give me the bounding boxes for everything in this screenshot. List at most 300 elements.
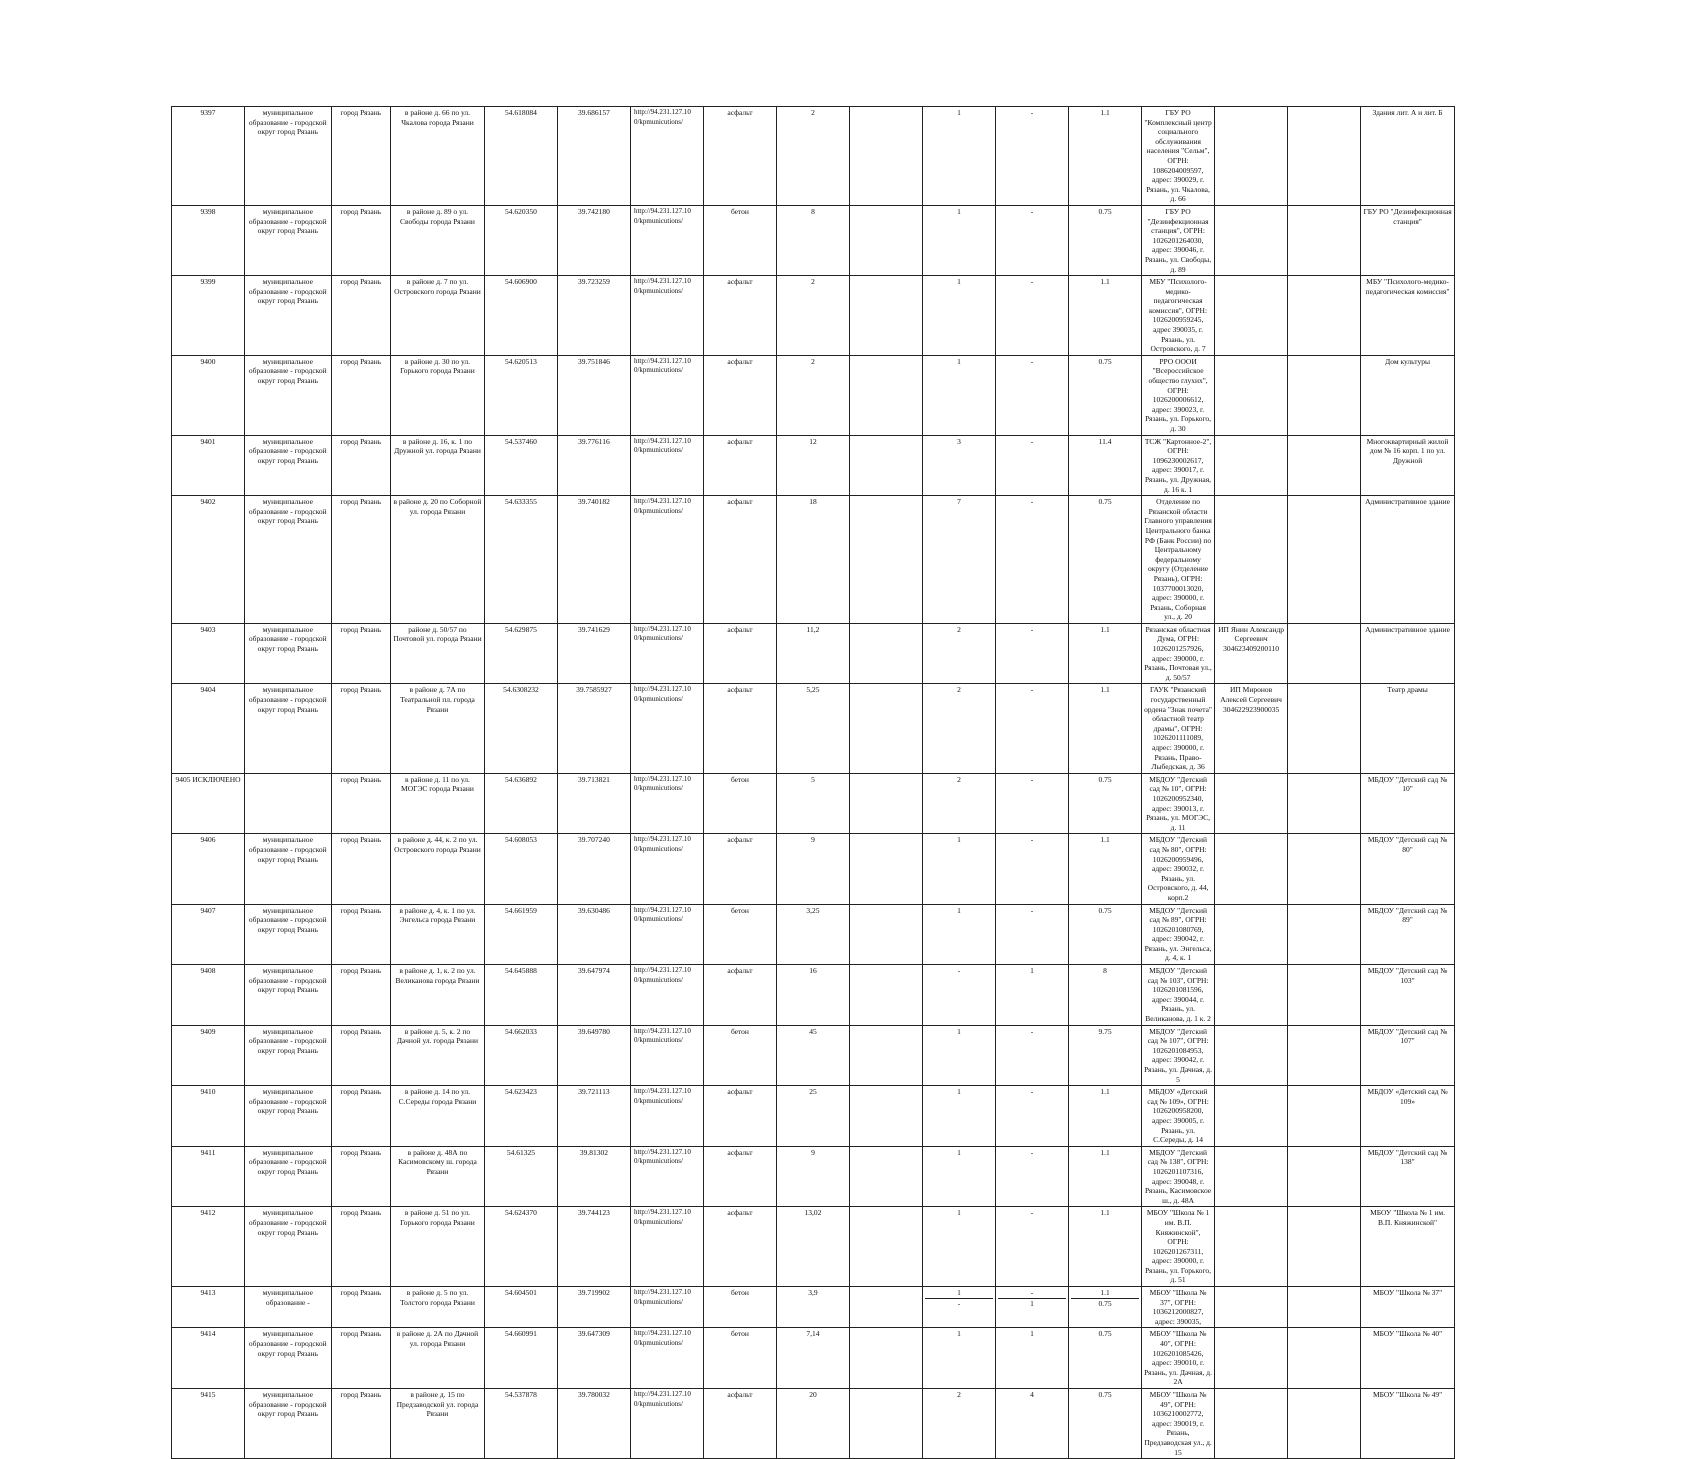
address-cell: в районе д. 89 о ул. Свободы города Рязани: [391, 205, 485, 275]
bunker-count-cell: 1: [996, 965, 1069, 1026]
waste-source-cell: МБОУ "Школа № 1 им. В.П. Княжинской": [1361, 1207, 1455, 1287]
row-number-cell: 9404: [172, 684, 245, 773]
entrepreneur-cell: [1215, 107, 1288, 206]
address-cell: в районе д. 14 по ул. С.Середы города Рязани: [391, 1086, 485, 1147]
waste-source-cell: Административное здание: [1361, 496, 1455, 624]
empty-cell: [849, 496, 922, 624]
container-count-cell: 1: [923, 1207, 996, 1287]
url-cell: http://94.231.127.10 0/kpmunicutions/: [630, 435, 703, 496]
municipality-cell: муниципальное образование - городской округ город Рязань: [245, 834, 332, 904]
empty-cell: [849, 1146, 922, 1207]
area-cell: 9: [776, 834, 849, 904]
surface-cell: асфальт: [703, 834, 776, 904]
entrepreneur-cell: [1215, 1207, 1288, 1287]
bunker-count-cell: -: [996, 276, 1069, 356]
table-row: [172, 1287, 1455, 1328]
latitude-cell: 54.661959: [484, 904, 557, 965]
surface-cell: асфальт: [703, 276, 776, 356]
address-cell: в районе д. 7А по Театральной пл. города Рязани: [391, 684, 485, 773]
surface-cell: бетон: [703, 773, 776, 834]
waste-source-cell: МБДОУ «Детский сад № 109»: [1361, 1086, 1455, 1147]
owner-cell: МБДОУ "Детский сад № 80", ОГРН: 1026200959496, адрес: 390032, г. Рязань, ул. Островского, д. 44, корп.2: [1142, 834, 1215, 904]
volume-cell-upper: 1.1: [1071, 1288, 1139, 1299]
municipality-cell: муниципальное образование - городской округ город Рязань: [245, 1025, 332, 1086]
surface-cell: асфальт: [703, 623, 776, 684]
surface-cell: асфальт: [703, 107, 776, 206]
longitude-cell: 39.780032: [557, 1389, 630, 1459]
owner-cell: МБДОУ "Детский сад № 107", ОГРН: 1026201084953, адрес: 390042, г. Рязань, ул. Дачная, д. 5: [1142, 1025, 1215, 1086]
container-count-cell: [923, 1287, 996, 1328]
url-cell: http://94.231.127.10 0/kpmunicutions/: [630, 965, 703, 1026]
waste-source-cell: Многоквартирный жилой дом № 16 корп. 1 по ул. Дружной: [1361, 435, 1455, 496]
bunker-count-cell: -: [996, 496, 1069, 624]
bunker-count-cell: -: [996, 205, 1069, 275]
longitude-cell: 39.7585927: [557, 684, 630, 773]
latitude-cell: 54.537878: [484, 1389, 557, 1459]
row-number-cell: 9402: [172, 496, 245, 624]
container-count-cell: 2: [923, 773, 996, 834]
city-cell: город Рязань: [331, 1146, 390, 1207]
latitude-cell: 54.604501: [484, 1287, 557, 1328]
owner-cell: МБОУ "Школа № 37", ОГРН: 1036212000827, адрес: 390035,: [1142, 1287, 1215, 1328]
container-count-cell: 2: [923, 684, 996, 773]
owner-cell: МБОУ "Школа № 1 им. В.П. Княжинской", ОГРН: 1026201267311, адрес: 390000, г. Рязань, ул. Горького, д. 51: [1142, 1207, 1215, 1287]
owner-cell: МБУ "Психолого-медико-педагогическая комиссия", ОГРН: 1026200959245, адрес 390035, г. Рязань, ул. Островского, д. 7: [1142, 276, 1215, 356]
area-cell: 20: [776, 1389, 849, 1459]
entrepreneur-cell: ИП Миронов Алексей Сергеевич 304622923900035: [1215, 684, 1288, 773]
table-row: [172, 684, 1455, 773]
empty-cell: [1288, 834, 1361, 904]
surface-cell: бетон: [703, 1287, 776, 1328]
address-cell: в районе д. 66 по ул. Чкалова города Рязани: [391, 107, 485, 206]
bunker-count-cell-lower: 1: [1030, 1298, 1034, 1308]
empty-cell: [849, 1086, 922, 1147]
municipality-cell: муниципальное образование - городской округ город Рязань: [245, 435, 332, 496]
area-cell: 2: [776, 276, 849, 356]
table-row: [172, 904, 1455, 965]
area-cell: 25: [776, 1086, 849, 1147]
longitude-cell: 39.741629: [557, 623, 630, 684]
longitude-cell: 39.723259: [557, 276, 630, 356]
longitude-cell: 39.707240: [557, 834, 630, 904]
container-count-cell-lower: -: [957, 1298, 961, 1308]
area-cell: 2: [776, 107, 849, 206]
area-cell: 16: [776, 965, 849, 1026]
container-count-cell: 1: [923, 1025, 996, 1086]
area-cell: 8: [776, 205, 849, 275]
row-number-cell: 9397: [172, 107, 245, 206]
empty-cell: [1288, 623, 1361, 684]
bunker-count-cell: 4: [996, 1389, 1069, 1459]
row-number-cell: 9399: [172, 276, 245, 356]
entrepreneur-cell: [1215, 205, 1288, 275]
waste-source-cell: Дом культуры: [1361, 355, 1455, 435]
municipality-cell: муниципальное образование - городской округ город Рязань: [245, 276, 332, 356]
volume-cell: 1.1: [1069, 834, 1142, 904]
table-row: [172, 773, 1455, 834]
empty-cell: [849, 1207, 922, 1287]
empty-cell: [1288, 1287, 1361, 1328]
empty-cell: [849, 1389, 922, 1459]
waste-source-cell: МБОУ "Школа № 40": [1361, 1328, 1455, 1389]
owner-cell: МБДОУ "Детский сад № 10", ОГРН: 1026200952340, адрес: 390013, г. Рязань, ул. МОГЭС, д. 11: [1142, 773, 1215, 834]
empty-cell: [1288, 965, 1361, 1026]
address-cell: в районе д. 4, к. 1 по ул. Энгельса города Рязани: [391, 904, 485, 965]
url-cell: http://94.231.127.10 0/kpmunicutions/: [630, 834, 703, 904]
empty-cell: [1288, 904, 1361, 965]
address-cell: в районе д. 51 по ул. Горького города Рязани: [391, 1207, 485, 1287]
latitude-cell: 54.624370: [484, 1207, 557, 1287]
container-count-cell: 1: [923, 107, 996, 206]
waste-source-cell: МБДОУ "Детский сад № 10": [1361, 773, 1455, 834]
address-cell: в районе д. 1, к. 2 по ул. Великанова города Рязани: [391, 965, 485, 1026]
url-cell: http://94.231.127.10 0/kpmunicutions/: [630, 1025, 703, 1086]
municipality-cell: муниципальное образование -: [245, 1287, 332, 1328]
area-cell: 11,2: [776, 623, 849, 684]
empty-cell: [849, 623, 922, 684]
longitude-cell: 39.719902: [557, 1287, 630, 1328]
volume-cell: 0.75: [1069, 496, 1142, 624]
municipality-cell: муниципальное образование - городской округ город Рязань: [245, 623, 332, 684]
table-row: [172, 834, 1455, 904]
municipality-cell: муниципальное образование - городской округ город Рязань: [245, 355, 332, 435]
city-cell: город Рязань: [331, 496, 390, 624]
url-cell: http://94.231.127.10 0/kpmunicutions/: [630, 355, 703, 435]
latitude-cell: 54.620513: [484, 355, 557, 435]
city-cell: город Рязань: [331, 623, 390, 684]
url-cell: http://94.231.127.10 0/kpmunicutions/: [630, 904, 703, 965]
container-count-cell: 1: [923, 1146, 996, 1207]
url-cell: http://94.231.127.10 0/kpmunicutions/: [630, 1328, 703, 1389]
area-cell: 18: [776, 496, 849, 624]
area-cell: 3,9: [776, 1287, 849, 1328]
longitude-cell: 39.647309: [557, 1328, 630, 1389]
waste-source-cell: Административное здание: [1361, 623, 1455, 684]
municipality-cell: муниципальное образование - городской округ город Рязань: [245, 496, 332, 624]
volume-cell: 8: [1069, 965, 1142, 1026]
city-cell: город Рязань: [331, 1287, 390, 1328]
container-count-cell: 1: [923, 205, 996, 275]
city-cell: город Рязань: [331, 1025, 390, 1086]
entrepreneur-cell: [1215, 496, 1288, 624]
owner-cell: РРО ОООИ "Всероссийское общество глухих", ОГРН: 1026200006612, адрес: 390023, г. Рязань, ул. Горького, д. 30: [1142, 355, 1215, 435]
url-cell: http://94.231.127.10 0/kpmunicutions/: [630, 1086, 703, 1147]
container-count-cell: 3: [923, 435, 996, 496]
latitude-cell: 54.618084: [484, 107, 557, 206]
url-cell: http://94.231.127.10 0/kpmunicutions/: [630, 773, 703, 834]
row-number-cell: 9400: [172, 355, 245, 435]
empty-cell: [849, 1025, 922, 1086]
area-cell: 5,25: [776, 684, 849, 773]
surface-cell: асфальт: [703, 1207, 776, 1287]
row-number-cell: 9398: [172, 205, 245, 275]
address-cell: в районе д. 44, к. 2 по ул. Островского города Рязани: [391, 834, 485, 904]
city-cell: город Рязань: [331, 355, 390, 435]
volume-cell: 1.1: [1069, 1086, 1142, 1147]
bunker-count-cell: 1: [996, 1328, 1069, 1389]
bunker-count-cell: [996, 1287, 1069, 1328]
entrepreneur-cell: [1215, 276, 1288, 356]
empty-cell: [1288, 1207, 1361, 1287]
volume-cell: 0.75: [1069, 355, 1142, 435]
municipality-cell: муниципальное образование - городской округ город Рязань: [245, 107, 332, 206]
empty-cell: [849, 276, 922, 356]
entrepreneur-cell: ИП Янин Александр Сергеевич 304623409200110: [1215, 623, 1288, 684]
bunker-count-cell: -: [996, 1025, 1069, 1086]
url-cell: http://94.231.127.10 0/kpmunicutions/: [630, 107, 703, 206]
table-row: [172, 623, 1455, 684]
municipality-cell: муниципальное образование - городской округ город Рязань: [245, 205, 332, 275]
longitude-cell: 39.742180: [557, 205, 630, 275]
surface-cell: асфальт: [703, 355, 776, 435]
volume-cell: 1.1: [1069, 623, 1142, 684]
city-cell: город Рязань: [331, 1389, 390, 1459]
address-cell: в районе д. 11 по ул. МОГЭС города Рязани: [391, 773, 485, 834]
latitude-cell: 54.620350: [484, 205, 557, 275]
url-cell: http://94.231.127.10 0/kpmunicutions/: [630, 1389, 703, 1459]
empty-cell: [849, 107, 922, 206]
waste-source-cell: МБДОУ "Детский сад № 80": [1361, 834, 1455, 904]
empty-cell: [849, 834, 922, 904]
address-cell: в районе д. 20 по Соборной ул. города Рязани: [391, 496, 485, 624]
url-cell: http://94.231.127.10 0/kpmunicutions/: [630, 684, 703, 773]
empty-cell: [849, 684, 922, 773]
city-cell: город Рязань: [331, 684, 390, 773]
empty-cell: [849, 355, 922, 435]
longitude-cell: 39.630486: [557, 904, 630, 965]
municipality-cell: муниципальное образование - городской округ город Рязань: [245, 1207, 332, 1287]
surface-cell: бетон: [703, 205, 776, 275]
entrepreneur-cell: [1215, 355, 1288, 435]
owner-cell: МБОУ "Школа № 40", ОГРН: 1026201085426, адрес: 390010, г. Рязань, ул. Дачная, д. 2А: [1142, 1328, 1215, 1389]
latitude-cell: 54.606900: [484, 276, 557, 356]
municipality-cell: муниципальное образование - городской округ город Рязань: [245, 904, 332, 965]
surface-cell: бетон: [703, 1328, 776, 1389]
municipality-cell: [245, 773, 332, 834]
waste-source-cell: МБДОУ "Детский сад № 89": [1361, 904, 1455, 965]
container-count-cell: 2: [923, 623, 996, 684]
empty-cell: [1288, 496, 1361, 624]
latitude-cell: 54.633355: [484, 496, 557, 624]
volume-cell: 1.1: [1069, 107, 1142, 206]
url-cell: http://94.231.127.10 0/kpmunicutions/: [630, 205, 703, 275]
owner-cell: ГБУ РО "Комплексный центр социального обслуживания населения "Сельм", ОГРН: 1086204009597, адрес: 390029, г. Рязань, ул. Чкалова, д. 66: [1142, 107, 1215, 206]
owner-cell: ТСЖ "Картонное-2", ОГРН: 1096230002617, адрес: 390017, г. Рязань, ул. Дружная, д. 16 к. 1: [1142, 435, 1215, 496]
owner-cell: МБДОУ «Детский сад № 109», ОГРН: 1026200958200, адрес: 390005, г. Рязань, ул. С.Середы, д. 14: [1142, 1086, 1215, 1147]
city-cell: город Рязань: [331, 107, 390, 206]
row-number-cell: 9403: [172, 623, 245, 684]
bunker-count-cell-upper: -: [998, 1288, 1066, 1299]
city-cell: город Рязань: [331, 1328, 390, 1389]
area-cell: 9: [776, 1146, 849, 1207]
row-number-cell: 9405 ИСКЛЮЧЕНО: [172, 773, 245, 834]
empty-cell: [849, 435, 922, 496]
empty-cell: [1288, 276, 1361, 356]
entrepreneur-cell: [1215, 1287, 1288, 1328]
volume-cell: 0.75: [1069, 773, 1142, 834]
entrepreneur-cell: [1215, 435, 1288, 496]
longitude-cell: 39.721113: [557, 1086, 630, 1147]
city-cell: город Рязань: [331, 773, 390, 834]
city-cell: город Рязань: [331, 904, 390, 965]
latitude-cell: 54.636892: [484, 773, 557, 834]
table-row: [172, 1389, 1455, 1459]
table-row: [172, 1207, 1455, 1287]
empty-cell: [1288, 205, 1361, 275]
entrepreneur-cell: [1215, 1389, 1288, 1459]
table-row: [172, 276, 1455, 356]
volume-cell: 1.1: [1069, 684, 1142, 773]
table-row: [172, 1146, 1455, 1207]
bunker-count-cell: -: [996, 773, 1069, 834]
owner-cell: Отделение по Рязанской области Главного управления Центрального банка РФ (Банк России) по Центральному федеральному округу (Отделение Рязань), ОГРН: 1037700013020, адрес: 390000, г. Рязань, Соборная ул., д. 20: [1142, 496, 1215, 624]
bunker-count-cell: -: [996, 684, 1069, 773]
row-number-cell: 9413: [172, 1287, 245, 1328]
city-cell: город Рязань: [331, 965, 390, 1026]
url-cell: http://94.231.127.10 0/kpmunicutions/: [630, 1146, 703, 1207]
container-count-cell: 1: [923, 355, 996, 435]
latitude-cell: 54.629875: [484, 623, 557, 684]
surface-cell: асфальт: [703, 684, 776, 773]
waste-source-cell: МБОУ "Школа № 37": [1361, 1287, 1455, 1328]
empty-cell: [1288, 1025, 1361, 1086]
waste-source-cell: Театр драмы: [1361, 684, 1455, 773]
municipality-cell: муниципальное образование - городской округ город Рязань: [245, 1328, 332, 1389]
volume-cell: 11.4: [1069, 435, 1142, 496]
table-row: [172, 496, 1455, 624]
volume-cell: 0.75: [1069, 904, 1142, 965]
owner-cell: ГАУК "Рязанский государственный ордена "Знак почета" областной театр драмы", ОГРН: 1026201111089, адрес: 390000, г. Рязань, Право-Лыбедская, д. 36: [1142, 684, 1215, 773]
latitude-cell: 54.662033: [484, 1025, 557, 1086]
city-cell: город Рязань: [331, 205, 390, 275]
container-count-cell: 1: [923, 276, 996, 356]
volume-cell: 0.75: [1069, 205, 1142, 275]
area-cell: 3,25: [776, 904, 849, 965]
volume-cell-lower: 0.75: [1098, 1298, 1112, 1308]
entrepreneur-cell: [1215, 1328, 1288, 1389]
surface-cell: асфальт: [703, 1389, 776, 1459]
url-cell: http://94.231.127.10 0/kpmunicutions/: [630, 1207, 703, 1287]
empty-cell: [1288, 107, 1361, 206]
entrepreneur-cell: [1215, 1146, 1288, 1207]
surface-cell: бетон: [703, 904, 776, 965]
owner-cell: МБДОУ "Детский сад № 103", ОГРН: 1026201081596, адрес: 390044, г. Рязань, ул. Великанова, д. 1 к. 2: [1142, 965, 1215, 1026]
owner-cell: МБОУ "Школа № 49", ОГРН: 1036210002772, адрес: 390019, г. Рязань, Предзаводская ул., д. 15: [1142, 1389, 1215, 1459]
municipality-cell: муниципальное образование - городской округ город Рязань: [245, 684, 332, 773]
empty-cell: [1288, 1146, 1361, 1207]
table-row: [172, 1025, 1455, 1086]
municipality-cell: муниципальное образование - городской округ город Рязань: [245, 1086, 332, 1147]
container-count-cell-upper: 1: [925, 1288, 993, 1299]
latitude-cell: 54.537460: [484, 435, 557, 496]
row-number-cell: 9401: [172, 435, 245, 496]
container-count-cell: 7: [923, 496, 996, 624]
bunker-count-cell: -: [996, 435, 1069, 496]
city-cell: город Рязань: [331, 276, 390, 356]
volume-cell: 9.75: [1069, 1025, 1142, 1086]
city-cell: город Рязань: [331, 1207, 390, 1287]
waste-source-cell: МБДОУ "Детский сад № 138": [1361, 1146, 1455, 1207]
bunker-count-cell: -: [996, 834, 1069, 904]
waste-source-cell: Здания лит. А и лит. Б: [1361, 107, 1455, 206]
empty-cell: [849, 1287, 922, 1328]
longitude-cell: 39.740182: [557, 496, 630, 624]
latitude-cell: 54.623423: [484, 1086, 557, 1147]
empty-cell: [849, 1328, 922, 1389]
entrepreneur-cell: [1215, 904, 1288, 965]
area-cell: 5: [776, 773, 849, 834]
address-cell: в районе д. 15 по Предзаводской ул. города Рязани: [391, 1389, 485, 1459]
volume-cell: 0.75: [1069, 1389, 1142, 1459]
city-cell: город Рязань: [331, 1086, 390, 1147]
url-cell: http://94.231.127.10 0/kpmunicutions/: [630, 496, 703, 624]
municipality-cell: муниципальное образование - городской округ город Рязань: [245, 1146, 332, 1207]
empty-cell: [1288, 684, 1361, 773]
row-number-cell: 9410: [172, 1086, 245, 1147]
table-row: [172, 1086, 1455, 1147]
empty-cell: [1288, 1389, 1361, 1459]
volume-cell: 1.1: [1069, 276, 1142, 356]
latitude-cell: 54.645888: [484, 965, 557, 1026]
entrepreneur-cell: [1215, 773, 1288, 834]
longitude-cell: 39.713821: [557, 773, 630, 834]
bunker-count-cell: -: [996, 1086, 1069, 1147]
volume-cell: 1.1: [1069, 1146, 1142, 1207]
waste-source-cell: МБДОУ "Детский сад № 103": [1361, 965, 1455, 1026]
address-cell: в районе д. 2А по Дачной ул. города Рязани: [391, 1328, 485, 1389]
container-count-cell: -: [923, 965, 996, 1026]
entrepreneur-cell: [1215, 834, 1288, 904]
latitude-cell: 54.6308232: [484, 684, 557, 773]
volume-cell: 0.75: [1069, 1328, 1142, 1389]
longitude-cell: 39.81302: [557, 1146, 630, 1207]
address-cell: в районе д. 48А по Касимовскому ш. города Рязани: [391, 1146, 485, 1207]
entrepreneur-cell: [1215, 965, 1288, 1026]
waste-source-cell: МБОУ "Школа № 49": [1361, 1389, 1455, 1459]
url-cell: http://94.231.127.10 0/kpmunicutions/: [630, 1287, 703, 1328]
waste-source-cell: МБДОУ "Детский сад № 107": [1361, 1025, 1455, 1086]
surface-cell: асфальт: [703, 965, 776, 1026]
table-row: [172, 107, 1455, 206]
url-cell: http://94.231.127.10 0/kpmunicutions/: [630, 623, 703, 684]
longitude-cell: 39.649780: [557, 1025, 630, 1086]
row-number-cell: 9408: [172, 965, 245, 1026]
city-cell: город Рязань: [331, 435, 390, 496]
empty-cell: [1288, 435, 1361, 496]
container-count-cell: 1: [923, 1086, 996, 1147]
area-cell: 45: [776, 1025, 849, 1086]
area-cell: 12: [776, 435, 849, 496]
table-row: [172, 435, 1455, 496]
waste-source-cell: ГБУ РО "Дезинфекционная станция": [1361, 205, 1455, 275]
table-row: [172, 1328, 1455, 1389]
entrepreneur-cell: [1215, 1025, 1288, 1086]
entrepreneur-cell: [1215, 1086, 1288, 1147]
bunker-count-cell: -: [996, 904, 1069, 965]
row-number-cell: 9415: [172, 1389, 245, 1459]
surface-cell: асфальт: [703, 496, 776, 624]
surface-cell: асфальт: [703, 1086, 776, 1147]
longitude-cell: 39.751846: [557, 355, 630, 435]
surface-cell: асфальт: [703, 1146, 776, 1207]
address-cell: в районе д. 30 по ул. Горького города Рязани: [391, 355, 485, 435]
owner-cell: МБДОУ "Детский сад № 138", ОГРН: 1026201107316, адрес: 390048, г. Рязань, Касимовское ш., д. 48А: [1142, 1146, 1215, 1207]
container-count-cell: 1: [923, 1328, 996, 1389]
bunker-count-cell: -: [996, 355, 1069, 435]
empty-cell: [1288, 1328, 1361, 1389]
row-number-cell: 9412: [172, 1207, 245, 1287]
empty-cell: [849, 965, 922, 1026]
